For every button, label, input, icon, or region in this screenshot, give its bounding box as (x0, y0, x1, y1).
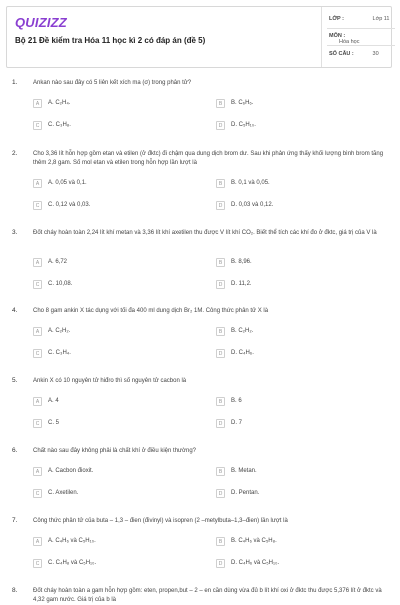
document-title: Bộ 21 Đề kiểm tra Hóa 11 học kì 2 có đáp án (đề 5) (15, 36, 206, 45)
meta-subject (329, 33, 391, 45)
option-key-box: D (216, 489, 225, 498)
option-text: D. C₄H₆. (231, 350, 254, 356)
option-key-box: B (216, 327, 225, 336)
option-text: A. Cacbon đioxit. (48, 468, 94, 474)
option-key-box: C (33, 280, 42, 289)
option-text: D. C₄H₆ và C₅H₁₀. (231, 560, 280, 566)
question-text: Cho 3,36 lít hỗn hợp gồm etan và etilen (ở đktc) đi chậm qua dung dịch brom dư. Sau khi phản ứng thấy khối lượng bình brom tăng thêm 2,8 gam. Số mol etan và etilen trong hỗn hợp lần lượt là (33, 151, 384, 166)
option-key-box: A (33, 467, 42, 476)
meta-divider-2 (327, 45, 395, 46)
question-number: 3. (12, 229, 18, 236)
question-number: 4. (12, 307, 18, 314)
option-text: D. C₅H₁₀. (231, 122, 256, 128)
option-text: A. C₂H₂. (48, 328, 71, 334)
question-number: 7. (12, 517, 18, 524)
option-key-box: D (216, 559, 225, 568)
option-text: C. C₃H₈. (48, 122, 71, 128)
option-text: B. C₂H₂. (231, 328, 254, 334)
question-number: 6. (12, 447, 18, 454)
meta-count-value: 30 (372, 51, 379, 57)
option-key-box: A (33, 397, 42, 406)
option-key-box: C (33, 349, 42, 358)
header-divider (321, 7, 322, 67)
option-key-box: C (33, 489, 42, 498)
option-key-box: A (33, 258, 42, 267)
option-key-box: D (216, 419, 225, 428)
option-text: B. C₆H₆. (231, 100, 254, 106)
option-text: A. 6,72 (48, 259, 68, 265)
option-key-box: D (216, 280, 225, 289)
meta-count (329, 51, 379, 57)
option-text: C. 0,12 và 0,03. (48, 202, 91, 208)
option-text: B. 0,1 và 0,05. (231, 180, 270, 186)
option-key-box: B (216, 99, 225, 108)
quiz-header (6, 6, 392, 68)
option-text: A. C₄H₆ và C₅H₁₀. (48, 538, 96, 544)
option-text: C. 5 (48, 420, 60, 426)
question-number: 2. (12, 150, 18, 157)
option-text: A. 4 (48, 398, 59, 404)
question-text: Đốt cháy hoàn toàn a gam hỗn hợp gồm: eten, propen,but – 2 – en cần dùng vừa đủ b lít khí oxi ở đktc thu được 5,376 lít ở đktc và 4,32 gam nước. Giá trị của b là (33, 588, 382, 603)
option-text: B. 8,96. (231, 259, 252, 265)
question-number: 8. (12, 587, 18, 594)
meta-class (329, 16, 390, 22)
option-text: D. 0,03 và 0,12. (231, 202, 274, 208)
meta-subject-value: Hóa học (339, 39, 360, 45)
option-key-box: C (33, 121, 42, 130)
question-text: Cho 8 gam ankin X tác dụng với tối đa 400 ml dung dịch Br₂ 1M. Công thức phân tử X là (33, 308, 269, 314)
meta-class-value: Lớp 11 (372, 16, 390, 22)
option-key-box: C (33, 419, 42, 428)
option-key-box: B (216, 258, 225, 267)
option-text: C. 10,08. (48, 281, 73, 287)
option-key-box: C (33, 559, 42, 568)
question-number: 5. (12, 377, 18, 384)
option-key-box: B (216, 397, 225, 406)
meta-subject-label: MÔN : (329, 33, 346, 39)
option-text: A. 0,05 và 0,1. (48, 180, 87, 186)
option-text: A. C₂H₄. (48, 100, 71, 106)
option-key-box: D (216, 121, 225, 130)
option-text: D. 11,2. (231, 281, 252, 287)
option-key-box: C (33, 201, 42, 210)
option-key-box: B (216, 467, 225, 476)
option-key-box: A (33, 99, 42, 108)
option-key-box: D (216, 201, 225, 210)
question-text: Công thức phân tử của buta – 1,3 – đien (đivinyl) và isopren (2 –metylbuta–1,3–đien) lần lượt là (33, 518, 288, 524)
option-key-box: A (33, 537, 42, 546)
quizizz-logo: QUIZIZZ (15, 15, 67, 30)
meta-count-label: SỐ CÂU : (329, 51, 354, 57)
option-key-box: D (216, 349, 225, 358)
option-key-box: A (33, 179, 42, 188)
option-text: B. C₄H₆ và C₅H₈. (231, 538, 277, 544)
question-text: Ankin X có 10 nguyên tử hiđro thì số nguyên tử cacbon là (33, 378, 187, 384)
option-key-box: B (216, 179, 225, 188)
option-text: C. C₄H₈ và C₅H₁₀. (48, 560, 97, 566)
question-text: Đốt cháy hoàn toàn 2,24 lít khí metan và 3,36 lít khí axetilen thu được V lít khí CO₂. Biết thể tích các khí đo ở đktc, giá trị của V là (33, 230, 377, 236)
option-text: C. Axetilen. (48, 490, 79, 496)
option-text: B. 6 (231, 398, 242, 404)
option-text: C. C₃H₄. (48, 350, 71, 356)
meta-divider-1 (327, 28, 395, 29)
option-key-box: B (216, 537, 225, 546)
option-text: B. Metan. (231, 468, 257, 474)
question-number: 1. (12, 79, 18, 86)
option-key-box: A (33, 327, 42, 336)
question-text: Ankan nào sau đây có 5 liên kết xích ma (σ) trong phân tử? (33, 80, 192, 86)
meta-class-label: LỚP : (329, 16, 344, 22)
option-text: D. Pentan. (231, 490, 260, 496)
question-text: Chất nào sau đây không phải là chất khí ở điều kiện thường? (33, 448, 196, 454)
option-text: D. 7 (231, 420, 243, 426)
